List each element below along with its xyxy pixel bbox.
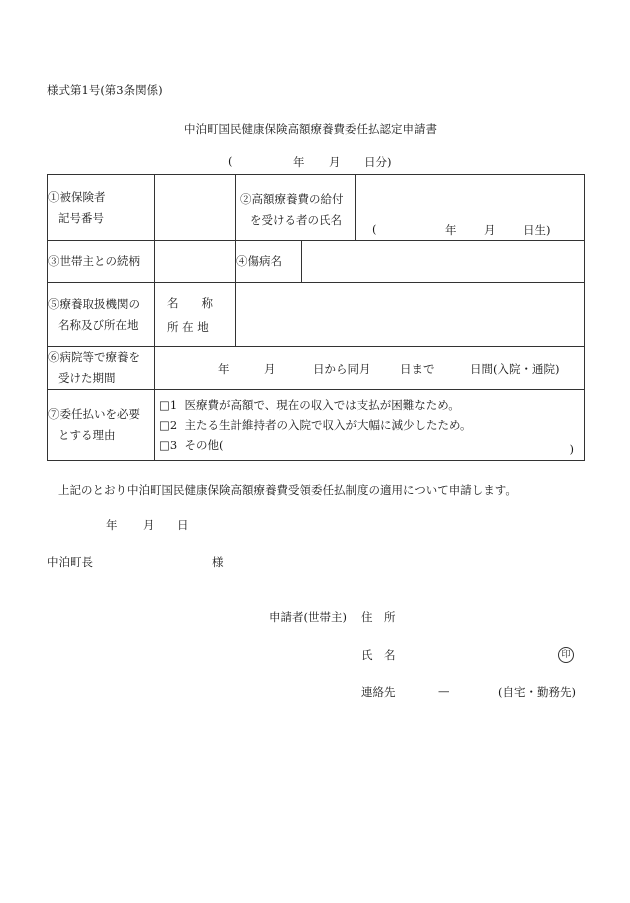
reason-label: ⑦委任払いを必要 とする理由 [48, 390, 155, 461]
period-label: ⑥病院等で療養を 受けた期間 [48, 347, 155, 390]
checkbox-1[interactable]: □1 [159, 398, 178, 412]
relation-label: ③世帯主との続柄 [48, 241, 155, 283]
reason-options [155, 390, 585, 461]
reason-option-2[interactable]: □2 主たる生計維持者の入院で収入が大幅に減少したため。 [159, 418, 472, 432]
application-form-table [47, 174, 585, 461]
contact-note: (自宅・勤務先) [498, 685, 576, 699]
institution-label: ⑤療養取扱機関の 名称及び所在地 [48, 283, 155, 347]
insured-number-label: ①被保険者 記号番号 [48, 175, 155, 241]
date-month: 月 [329, 155, 341, 169]
recipient-name-label: ②高額療養費の給付 を受ける者の氏名 [240, 192, 344, 227]
reason-other-close: ) [569, 442, 574, 456]
reason-option-1[interactable]: □1 医療費が高額で、現在の収入では支払が困難なため。 [159, 398, 460, 412]
recipient-row: ②高額療養費の給付 を受ける者の氏名 ( 年 月 日生) [236, 175, 585, 241]
addressee-honorific: 様 [212, 555, 224, 569]
recipient-birth-date: ( [372, 222, 377, 236]
reason-option-3[interactable]: □3 その他( [159, 438, 224, 452]
disease-field[interactable] [302, 241, 585, 283]
form-number: 様式第1号(第3条関係) [47, 83, 163, 97]
addressee-name: 中泊町長 [47, 555, 93, 569]
recipient-divider [355, 175, 356, 240]
applicant-name-label: 氏 名 [361, 648, 396, 662]
form-title: 中泊町国民健康保険高額療養費委任払認定申請書 [184, 122, 437, 136]
relation-field[interactable] [155, 241, 236, 283]
institution-name-label: 名 称 [167, 296, 213, 310]
checkbox-2[interactable]: □2 [159, 418, 178, 432]
date-day: 日分) [364, 155, 392, 169]
checkbox-3[interactable]: □3 [159, 438, 178, 452]
disease-label: ④傷病名 [236, 241, 302, 283]
applicant-contact-label: 連絡先 [361, 685, 396, 699]
insured-number-field[interactable] [155, 175, 236, 241]
institution-divider [235, 283, 236, 346]
period-field[interactable]: 年 月 日から同月 日まで 日間(入院・通院) [155, 347, 585, 390]
institution-address-label: 所 在 地 [167, 320, 209, 334]
application-statement: 上記のとおり中泊町国民健康保険高額療養費受領委任払制度の適用について申請します。 [58, 483, 517, 497]
institution-row [155, 283, 585, 347]
seal-icon: 印 [558, 647, 574, 663]
applicant-address-label: 住 所 [361, 610, 396, 624]
contact-dash: — [438, 684, 450, 698]
applicant-label: 申請者(世帯主) [269, 610, 347, 624]
date-year: 年 [293, 155, 305, 169]
